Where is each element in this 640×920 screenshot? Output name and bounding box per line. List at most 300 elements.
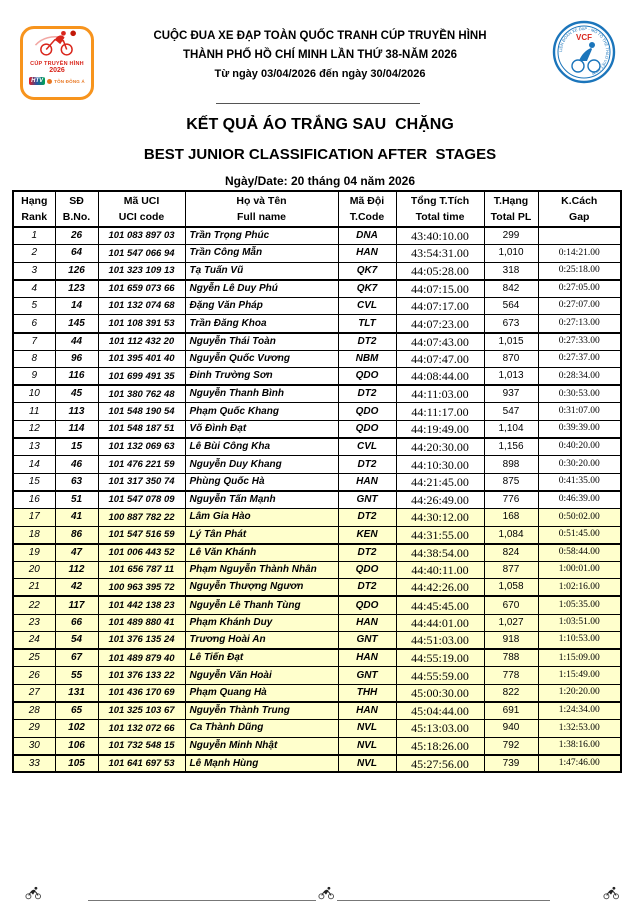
bib-number-cell: 117 <box>55 596 98 614</box>
bib-number-cell: 105 <box>55 755 98 773</box>
uci-code-cell: 101 547 066 94 <box>98 245 185 263</box>
rider-name-cell: Nguyễn Thanh Bình <box>185 385 338 403</box>
total-points-cell: 776 <box>484 491 538 509</box>
total-points-cell: 937 <box>484 385 538 403</box>
bib-number-cell: 96 <box>55 350 98 368</box>
team-code-cell: HAN <box>338 649 396 667</box>
column-header <box>538 191 621 227</box>
rider-name-cell: Trần Đăng Khoa <box>185 315 338 333</box>
gap-cell: 1:24:34.00 <box>538 702 621 720</box>
rider-name-cell: Nguyễn Minh Nhật <box>185 737 338 755</box>
total-time-cell: 44:40:11.00 <box>396 561 484 579</box>
htv-logo: HTV <box>31 78 44 84</box>
table-row <box>13 421 621 439</box>
uci-code-cell: 101 489 879 40 <box>98 649 185 667</box>
gap-cell: 1:02:16.00 <box>538 579 621 597</box>
total-time-cell: 45:18:26.00 <box>396 737 484 755</box>
uci-code-cell: 101 325 103 67 <box>98 702 185 720</box>
report-date: Ngày/Date: 20 tháng 04 năm 2026 <box>224 174 416 188</box>
uci-code-cell: 101 317 350 74 <box>98 473 185 491</box>
team-code-cell: DT2 <box>338 509 396 527</box>
table-row <box>13 632 621 650</box>
total-points-cell: 877 <box>484 561 538 579</box>
team-code-cell: QK7 <box>338 262 396 280</box>
column-header-en: Total PL <box>490 211 532 223</box>
bib-number-cell: 102 <box>55 720 98 738</box>
uci-code-cell: 101 489 880 41 <box>98 614 185 632</box>
rank-cell: 28 <box>13 702 55 720</box>
total-time-cell: 44:55:19.00 <box>396 649 484 667</box>
rank-cell: 17 <box>13 509 55 527</box>
rank-cell: 22 <box>13 596 55 614</box>
rider-name-cell: Phạm Quốc Khang <box>185 403 338 421</box>
rider-name-cell: Phạm Khánh Duy <box>185 614 338 632</box>
team-code-cell: NVL <box>338 737 396 755</box>
column-header-vi: Hạng <box>21 195 48 207</box>
footer-cyclist-icon <box>23 886 43 900</box>
total-points-cell: 1,084 <box>484 526 538 544</box>
event-title-line1: CUỘC ĐUA XE ĐẠP TOÀN QUỐC TRANH CÚP TRUYỀN HÌNH <box>153 30 487 42</box>
rider-name-cell: Võ Đình Đạt <box>185 421 338 439</box>
footer-cyclist-icon <box>316 886 336 900</box>
table-row <box>13 755 621 773</box>
rank-cell: 1 <box>13 227 55 245</box>
column-header-vi: K.Cách <box>561 195 598 207</box>
uci-code-cell: 100 963 395 72 <box>98 579 185 597</box>
team-code-cell: DT2 <box>338 544 396 562</box>
gap-cell: 0:58:44.00 <box>538 544 621 562</box>
gap-cell: 0:28:34.00 <box>538 368 621 386</box>
bib-number-cell: 63 <box>55 473 98 491</box>
bib-number-cell: 26 <box>55 227 98 245</box>
rider-name-cell: Lê Bùi Công Kha <box>185 438 338 456</box>
total-points-cell: 1,015 <box>484 333 538 351</box>
total-points-cell: 788 <box>484 649 538 667</box>
vcf-abbr: VCF <box>576 33 592 42</box>
rider-name-cell: Nguyễn Tấn Mạnh <box>185 491 338 509</box>
bib-number-cell: 46 <box>55 456 98 474</box>
bib-number-cell: 15 <box>55 438 98 456</box>
team-code-cell: QK7 <box>338 280 396 298</box>
uci-code-cell: 101 006 443 52 <box>98 544 185 562</box>
total-time-cell: 44:08:44.00 <box>396 368 484 386</box>
rank-cell: 27 <box>13 684 55 702</box>
total-points-cell: 842 <box>484 280 538 298</box>
rank-cell: 26 <box>13 667 55 685</box>
team-code-cell: NBM <box>338 350 396 368</box>
total-points-cell: 318 <box>484 262 538 280</box>
rank-cell: 30 <box>13 737 55 755</box>
team-code-cell: NVL <box>338 755 396 773</box>
table-row <box>13 509 621 527</box>
total-time-cell: 44:19:49.00 <box>396 421 484 439</box>
column-header <box>484 191 538 227</box>
table-row <box>13 579 621 597</box>
column-header-en: UCI code <box>118 211 165 223</box>
column-header <box>55 191 98 227</box>
rank-cell: 16 <box>13 491 55 509</box>
total-points-cell: 1,010 <box>484 245 538 263</box>
column-header-vi: Mã Đội <box>349 195 385 207</box>
rider-name-cell: Nguyễn Thành Trung <box>185 702 338 720</box>
gap-cell: 1:10:53.00 <box>538 632 621 650</box>
column-header <box>338 191 396 227</box>
rider-name-cell: Nguyễn Thái Toàn <box>185 333 338 351</box>
gap-cell: 1:20:20.00 <box>538 684 621 702</box>
team-code-cell: TLT <box>338 315 396 333</box>
total-time-cell: 44:55:59.00 <box>396 667 484 685</box>
bib-number-cell: 116 <box>55 368 98 386</box>
uci-code-cell: 101 548 187 51 <box>98 421 185 439</box>
gap-cell: 0:51:45.00 <box>538 526 621 544</box>
total-points-cell: 918 <box>484 632 538 650</box>
table-row <box>13 297 621 315</box>
table-row <box>13 262 621 280</box>
bib-number-cell: 14 <box>55 297 98 315</box>
total-time-cell: 45:04:44.00 <box>396 702 484 720</box>
rank-cell: 18 <box>13 526 55 544</box>
team-code-cell: QDO <box>338 421 396 439</box>
column-header <box>98 191 185 227</box>
team-code-cell: KEN <box>338 526 396 544</box>
gap-cell: 0:31:07.00 <box>538 403 621 421</box>
rider-name-cell: Lê Tiến Đạt <box>185 649 338 667</box>
bib-number-cell: 66 <box>55 614 98 632</box>
sponsor-label: TÔN ĐÔNG Á <box>54 78 85 84</box>
gap-cell: 0:39:39.00 <box>538 421 621 439</box>
bib-number-cell: 65 <box>55 702 98 720</box>
uci-code-cell: 101 112 432 20 <box>98 333 185 351</box>
total-time-cell: 44:07:17.00 <box>396 297 484 315</box>
gap-cell: 1:38:16.00 <box>538 737 621 755</box>
table-row <box>13 350 621 368</box>
total-time-cell: 44:38:54.00 <box>396 544 484 562</box>
rank-cell: 14 <box>13 456 55 474</box>
left-logo-year: 2026 <box>49 67 65 74</box>
table-row <box>13 614 621 632</box>
bib-number-cell: 47 <box>55 544 98 562</box>
uci-code-cell: 101 376 135 24 <box>98 632 185 650</box>
table-row <box>13 720 621 738</box>
uci-code-cell: 101 132 072 66 <box>98 720 185 738</box>
column-header-vi: Họ và Tên <box>236 195 287 207</box>
footer-signature-line <box>337 900 550 901</box>
rank-cell: 23 <box>13 614 55 632</box>
table-row <box>13 456 621 474</box>
rank-cell: 10 <box>13 385 55 403</box>
rider-name-cell: Nguyễn Thượng Ngươn <box>185 579 338 597</box>
uci-code-cell: 101 656 787 11 <box>98 561 185 579</box>
uci-code-cell: 101 132 074 68 <box>98 297 185 315</box>
team-code-cell: HAN <box>338 245 396 263</box>
gap-cell: 0:14:21.00 <box>538 245 621 263</box>
rank-cell: 9 <box>13 368 55 386</box>
team-code-cell: DNA <box>338 227 396 245</box>
total-points-cell: 1,156 <box>484 438 538 456</box>
total-points-cell: 870 <box>484 350 538 368</box>
table-row <box>13 438 621 456</box>
total-time-cell: 44:31:55.00 <box>396 526 484 544</box>
team-code-cell: QDO <box>338 596 396 614</box>
bib-number-cell: 126 <box>55 262 98 280</box>
rider-name-cell: Phạm Quang Hà <box>185 684 338 702</box>
column-header-en: T.Code <box>349 211 385 223</box>
table-row <box>13 596 621 614</box>
total-time-cell: 43:40:10.00 <box>396 227 484 245</box>
total-time-cell: 44:21:45.00 <box>396 473 484 491</box>
total-points-cell: 673 <box>484 315 538 333</box>
left-logo-title: CÚP TRUYỀN HÌNH <box>30 61 84 67</box>
rank-cell: 33 <box>13 755 55 773</box>
gap-cell: 0:27:05.00 <box>538 280 621 298</box>
team-code-cell: GNT <box>338 632 396 650</box>
table-row <box>13 684 621 702</box>
total-points-cell: 792 <box>484 737 538 755</box>
bib-number-cell: 42 <box>55 579 98 597</box>
uci-code-cell: 101 395 401 40 <box>98 350 185 368</box>
total-time-cell: 44:10:30.00 <box>396 456 484 474</box>
gap-cell: 0:30:20.00 <box>538 456 621 474</box>
uci-code-cell: 101 442 138 23 <box>98 596 185 614</box>
bib-number-cell: 41 <box>55 509 98 527</box>
gap-cell: 1:32:53.00 <box>538 720 621 738</box>
total-time-cell: 45:27:56.00 <box>396 755 484 773</box>
team-code-cell: HAN <box>338 473 396 491</box>
uci-code-cell: 100 887 782 22 <box>98 509 185 527</box>
total-time-cell: 45:13:03.00 <box>396 720 484 738</box>
header-divider <box>216 103 420 104</box>
rider-name-cell: Nguyễn Lê Thanh Tùng <box>185 596 338 614</box>
total-points-cell: 564 <box>484 297 538 315</box>
total-points-cell: 547 <box>484 403 538 421</box>
bib-number-cell: 112 <box>55 561 98 579</box>
rank-cell: 13 <box>13 438 55 456</box>
rider-name-cell: Lê Văn Khánh <box>185 544 338 562</box>
total-points-cell: 739 <box>484 755 538 773</box>
total-time-cell: 44:07:47.00 <box>396 350 484 368</box>
table-row <box>13 649 621 667</box>
gap-cell <box>538 227 621 245</box>
team-code-cell: CVL <box>338 438 396 456</box>
gap-cell: 1:05:35.00 <box>538 596 621 614</box>
bib-number-cell: 123 <box>55 280 98 298</box>
bib-number-cell: 86 <box>55 526 98 544</box>
total-time-cell: 44:45:45.00 <box>396 596 484 614</box>
gap-cell: 0:27:33.00 <box>538 333 621 351</box>
team-code-cell: CVL <box>338 297 396 315</box>
table-row <box>13 561 621 579</box>
total-time-cell: 44:07:43.00 <box>396 333 484 351</box>
uci-code-cell: 101 376 133 22 <box>98 667 185 685</box>
table-row <box>13 333 621 351</box>
column-header-en: B.No. <box>62 211 91 223</box>
column-header-vi: Tổng T.Tích <box>410 195 470 207</box>
bib-number-cell: 145 <box>55 315 98 333</box>
report-title-english: BEST JUNIOR CLASSIFICATION AFTER STAGES <box>143 146 497 163</box>
uci-code-cell: 101 083 897 03 <box>98 227 185 245</box>
gap-cell: 0:41:35.00 <box>538 473 621 491</box>
total-points-cell: 1,058 <box>484 579 538 597</box>
rider-name-cell: Ca Thành Dũng <box>185 720 338 738</box>
rider-name-cell: Nguyễn Duy Khang <box>185 456 338 474</box>
uci-code-cell: 101 659 073 66 <box>98 280 185 298</box>
column-header-en: Gap <box>569 211 590 223</box>
total-time-cell: 44:42:26.00 <box>396 579 484 597</box>
rank-cell: 6 <box>13 315 55 333</box>
bib-number-cell: 54 <box>55 632 98 650</box>
report-title-vietnamese: KẾT QUẢ ÁO TRẮNG SAU CHẶNG <box>186 116 454 133</box>
team-code-cell: NVL <box>338 720 396 738</box>
table-row <box>13 315 621 333</box>
event-header <box>0 27 640 84</box>
results-table <box>12 190 622 773</box>
rider-name-cell: Đặng Văn Pháp <box>185 297 338 315</box>
rank-cell: 3 <box>13 262 55 280</box>
uci-code-cell: 101 548 190 54 <box>98 403 185 421</box>
total-points-cell: 898 <box>484 456 538 474</box>
gap-cell: 1:03:51.00 <box>538 614 621 632</box>
bib-number-cell: 55 <box>55 667 98 685</box>
total-points-cell: 1,013 <box>484 368 538 386</box>
event-title-line2: THÀNH PHỐ HỒ CHÍ MINH LẦN THỨ 38-NĂM 2026 <box>182 49 458 61</box>
column-header-vi: T.Hạng <box>493 195 529 207</box>
rider-name-cell: Phùng Quốc Hà <box>185 473 338 491</box>
footer-signature-line <box>88 900 316 901</box>
rider-name-cell: Nguyễn Quốc Vương <box>185 350 338 368</box>
table-row <box>13 368 621 386</box>
column-header <box>396 191 484 227</box>
gap-cell: 0:40:20.00 <box>538 438 621 456</box>
total-points-cell: 1,104 <box>484 421 538 439</box>
column-header-en: Rank <box>21 211 48 223</box>
bib-number-cell: 67 <box>55 649 98 667</box>
header-row <box>13 191 621 227</box>
uci-code-cell: 101 323 109 13 <box>98 262 185 280</box>
rank-cell: 24 <box>13 632 55 650</box>
table-row <box>13 245 621 263</box>
total-points-cell: 875 <box>484 473 538 491</box>
total-time-cell: 44:11:17.00 <box>396 403 484 421</box>
rider-name-cell: Trương Hoài An <box>185 632 338 650</box>
rank-cell: 20 <box>13 561 55 579</box>
total-points-cell: 1,027 <box>484 614 538 632</box>
uci-code-cell: 101 132 069 63 <box>98 438 185 456</box>
bib-number-cell: 45 <box>55 385 98 403</box>
total-points-cell: 691 <box>484 702 538 720</box>
team-code-cell: DT2 <box>338 579 396 597</box>
column-header <box>13 191 55 227</box>
rank-cell: 19 <box>13 544 55 562</box>
column-header-en: Full name <box>236 211 286 223</box>
total-time-cell: 44:07:15.00 <box>396 280 484 298</box>
team-code-cell: HAN <box>338 614 396 632</box>
bib-number-cell: 113 <box>55 403 98 421</box>
rider-name-cell: Trần Trọng Phúc <box>185 227 338 245</box>
uci-code-cell: 101 547 078 09 <box>98 491 185 509</box>
column-header-vi: SĐ <box>69 195 84 207</box>
uci-code-cell: 101 476 221 59 <box>98 456 185 474</box>
team-code-cell: HAN <box>338 702 396 720</box>
rank-cell: 12 <box>13 421 55 439</box>
table-row <box>13 526 621 544</box>
rank-cell: 7 <box>13 333 55 351</box>
gap-cell: 0:27:37.00 <box>538 350 621 368</box>
rider-name-cell: Phạm Nguyễn Thành Nhân <box>185 561 338 579</box>
bib-number-cell: 106 <box>55 737 98 755</box>
gap-cell: 0:27:07.00 <box>538 297 621 315</box>
total-time-cell: 44:51:03.00 <box>396 632 484 650</box>
total-points-cell: 940 <box>484 720 538 738</box>
rank-cell: 5 <box>13 297 55 315</box>
gap-cell: 1:15:09.00 <box>538 649 621 667</box>
team-code-cell: QDO <box>338 561 396 579</box>
vcf-ring-text: LIÊN ĐOÀN XE ĐẠP - MÔ TÔ THỂ THAO VIỆT NAM <box>557 25 611 77</box>
table-row <box>13 473 621 491</box>
rank-cell: 4 <box>13 280 55 298</box>
rank-cell: 25 <box>13 649 55 667</box>
team-code-cell: GNT <box>338 667 396 685</box>
rank-cell: 2 <box>13 245 55 263</box>
total-time-cell: 45:00:30.00 <box>396 684 484 702</box>
gap-cell: 0:30:53.00 <box>538 385 621 403</box>
column-header <box>185 191 338 227</box>
bib-number-cell: 64 <box>55 245 98 263</box>
table-row <box>13 702 621 720</box>
rank-cell: 8 <box>13 350 55 368</box>
uci-code-cell: 101 547 516 59 <box>98 526 185 544</box>
gap-cell: 0:50:02.00 <box>538 509 621 527</box>
table-row <box>13 544 621 562</box>
total-points-cell: 299 <box>484 227 538 245</box>
team-code-cell: QDO <box>338 403 396 421</box>
table-row <box>13 737 621 755</box>
bib-number-cell: 114 <box>55 421 98 439</box>
rider-name-cell: Nguyễn Văn Hoài <box>185 667 338 685</box>
gap-cell: 1:00:01.00 <box>538 561 621 579</box>
team-code-cell: DT2 <box>338 456 396 474</box>
table-row <box>13 227 621 245</box>
rider-name-cell: Trần Công Mẫn <box>185 245 338 263</box>
bib-number-cell: 51 <box>55 491 98 509</box>
rider-name-cell: Ngyễn Lê Duy Phú <box>185 280 338 298</box>
total-points-cell: 168 <box>484 509 538 527</box>
uci-code-cell: 101 108 391 53 <box>98 315 185 333</box>
gap-cell: 0:46:39.00 <box>538 491 621 509</box>
rider-name-cell: Lâm Gia Hào <box>185 509 338 527</box>
total-time-cell: 44:20:30.00 <box>396 438 484 456</box>
table-row <box>13 403 621 421</box>
gap-cell: 0:25:18.00 <box>538 262 621 280</box>
uci-code-cell: 101 380 762 48 <box>98 385 185 403</box>
total-points-cell: 670 <box>484 596 538 614</box>
total-time-cell: 43:54:31.00 <box>396 245 484 263</box>
column-header-vi: Mã UCI <box>123 195 160 207</box>
bib-number-cell: 44 <box>55 333 98 351</box>
total-time-cell: 44:30:12.00 <box>396 509 484 527</box>
uci-code-cell: 101 699 491 35 <box>98 368 185 386</box>
rider-name-cell: Đinh Trường Sơn <box>185 368 338 386</box>
total-points-cell: 822 <box>484 684 538 702</box>
rank-cell: 15 <box>13 473 55 491</box>
column-header-en: Total time <box>415 211 465 223</box>
footer-cyclist-icon <box>601 886 621 900</box>
table-row <box>13 491 621 509</box>
team-code-cell: GNT <box>338 491 396 509</box>
event-dates-line: Từ ngày 03/04/2026 đến ngày 30/04/2026 <box>214 68 426 80</box>
rider-name-cell: Tạ Tuấn Vũ <box>185 262 338 280</box>
total-time-cell: 44:05:28.00 <box>396 262 484 280</box>
bib-number-cell: 131 <box>55 684 98 702</box>
